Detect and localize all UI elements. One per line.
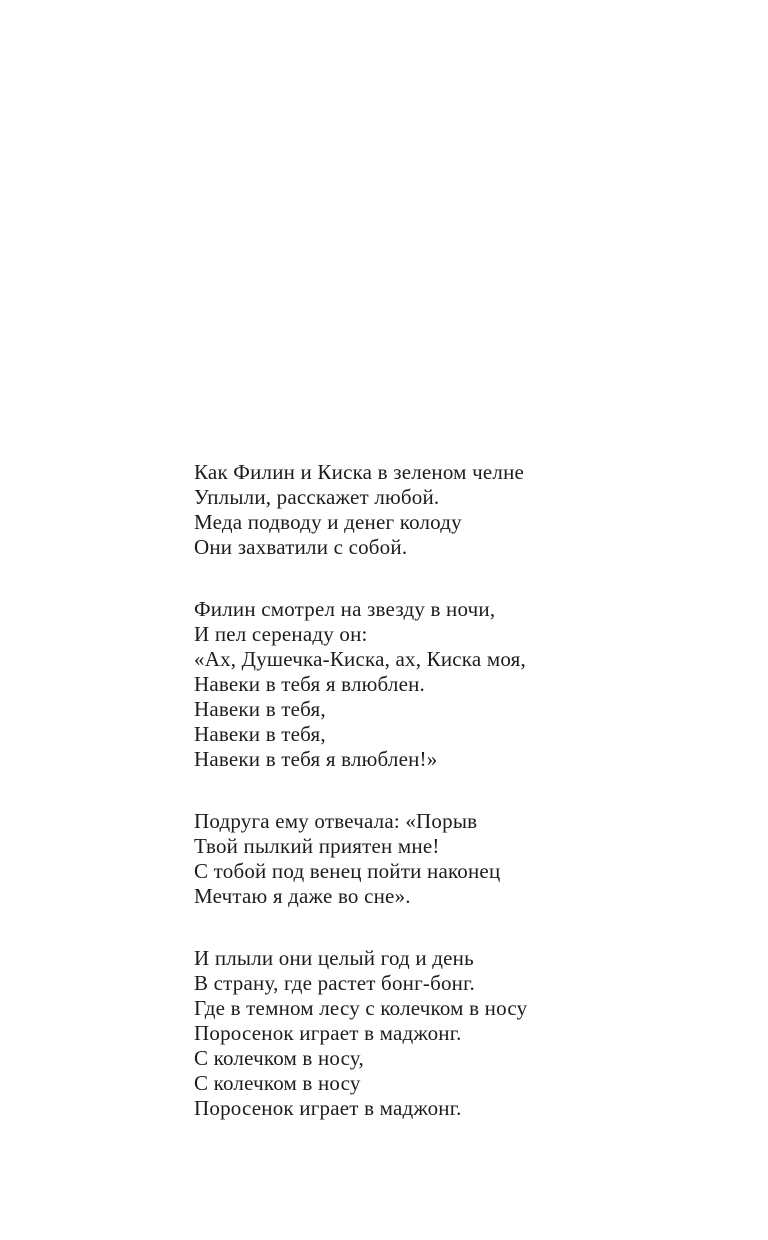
poem-line: С тобой под венец пойти наконец <box>194 859 501 883</box>
poem-line: «Ах, Душечка-Киска, ах, Киска моя, <box>194 647 526 671</box>
poem-line: Навеки в тебя я влюблен. <box>194 672 425 696</box>
poem-line: С колечком в носу, <box>194 1046 364 1070</box>
poem-text-block <box>194 460 614 1121</box>
poem-line: Поросенок играет в маджонг. <box>194 1096 462 1120</box>
poem-line: Меда подводу и денег колоду <box>194 510 462 534</box>
poem-line: И плыли они целый год и день <box>194 946 474 970</box>
poem-line: Навеки в тебя, <box>194 722 326 746</box>
poem-line: Навеки в тебя я влюблен!» <box>194 747 438 771</box>
poem-line: Уплыли, расскажет любой. <box>194 485 440 509</box>
poem-line: И пел серенаду он: <box>194 622 368 646</box>
poem-line: Подруга ему отвечала: «Порыв <box>194 809 478 833</box>
poem-line: Мечтаю я даже во сне». <box>194 884 411 908</box>
poem-line: Они захватили с собой. <box>194 535 408 559</box>
poem-stanza-1 <box>194 460 614 560</box>
poem-line: Поросенок играет в маджонг. <box>194 1021 462 1045</box>
poem-line: Как Филин и Киска в зеленом челне <box>194 460 525 484</box>
poem-stanza-4 <box>194 946 614 1121</box>
poem-line: С колечком в носу <box>194 1071 361 1095</box>
poem-line: Где в темном лесу с колечком в носу <box>194 996 528 1020</box>
poem-stanza-2 <box>194 597 614 772</box>
poem-line: Твой пылкий приятен мне! <box>194 834 440 858</box>
poem-line: Филин смотрел на звезду в ночи, <box>194 597 496 621</box>
poem-stanza-3 <box>194 809 614 909</box>
poem-line: В страну, где растет бонг-бонг. <box>194 971 476 995</box>
poem-line: Навеки в тебя, <box>194 697 326 721</box>
